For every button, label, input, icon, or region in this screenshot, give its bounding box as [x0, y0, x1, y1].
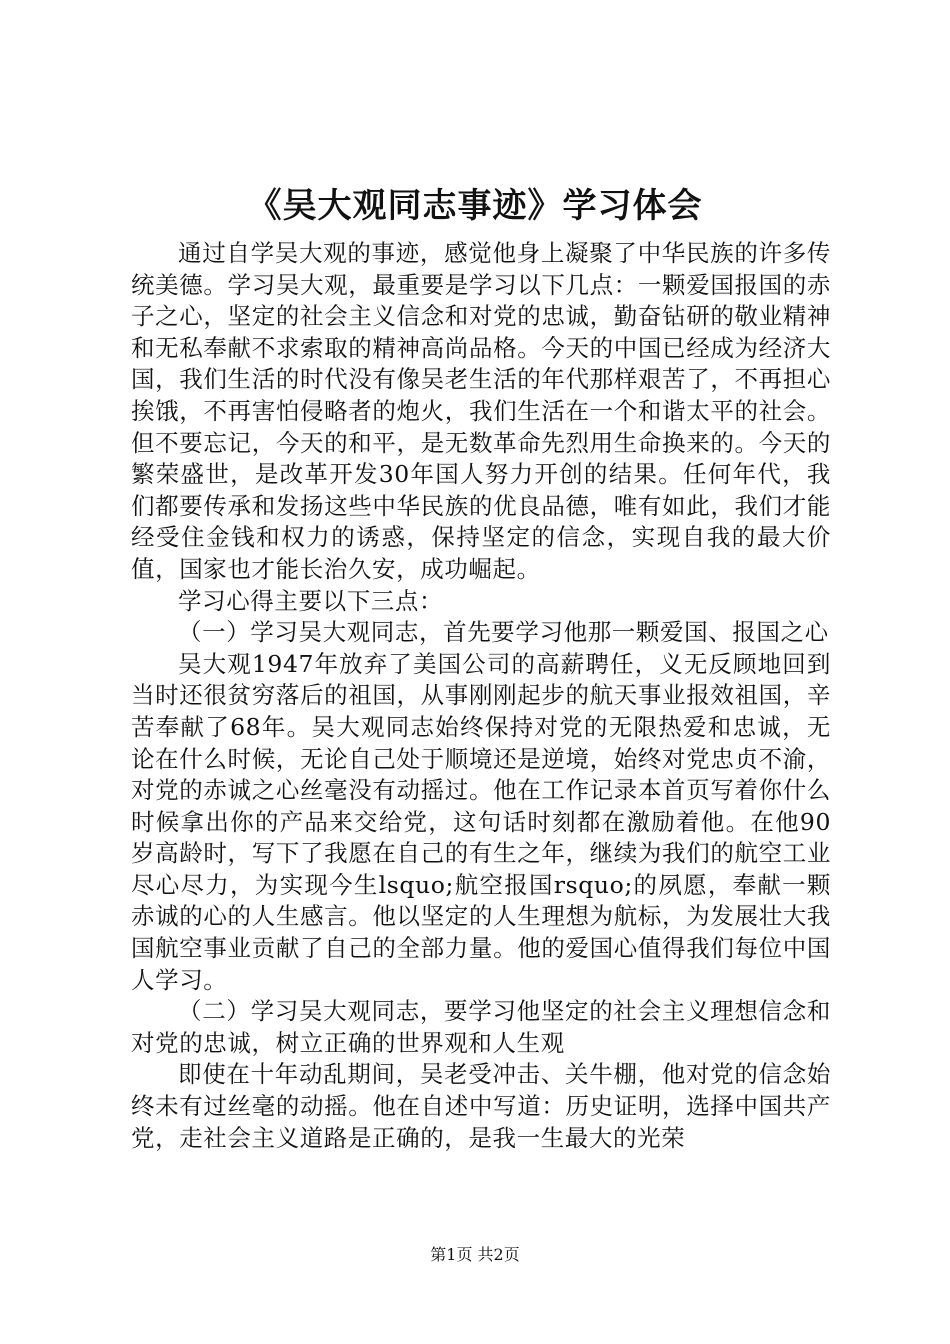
paragraph: 吴大观1947年放弃了美国公司的高薪聘任，义无反顾地回到当时还很贫穷落后的祖国，从事刚刚起步的航天事业报效祖国，辛苦奉献了68年。吴大观同志始终保持对党的无限热爱和忠诚，无论在什么时候，无论自己处于顺境还是逆境，始终对党忠贞不渝，对党的赤诚之心丝毫没有动摇过。他在工作记录本首页写着你什么时候拿出你的产品来交给党，这句话时刻都在激励着他。在他90岁高龄时，写下了我愿在自己的有生之年，继续为我们的航空工业尽心尽力，为实现今生lsquo;航空报国rsquo;的夙愿，奉献一颗赤诚的心的人生感言。他以坚定的人生理想为航标，为发展壮大我国航空事业贡献了自己的全部力量。他的爱国心值得我们每位中国人学习。 — [131, 649, 831, 994]
section-heading: （一）学习吴大观同志，首先要学习他那一颗爱国、报国之心 — [178, 618, 829, 647]
paragraph: 学习心得主要以下三点： — [178, 586, 444, 615]
document-title: 《吴大观同志事迹》学习体会 — [247, 186, 703, 226]
paragraph: 通过自学吴大观的事迹，感觉他身上凝聚了中华民族的许多传统美德。学习吴大观，最重要是学习以下几点：一颗爱国报国的赤子之心，坚定的社会主义信念和对党的忠诚，勤奋钻研的敬业精神和无私奉献不求索取的精神高尚品格。今天的中国已经成为经济大国，我们生活的时代没有像吴老生活的年代那样艰苦了，不再担心挨饿，不再害怕侵略者的炮火，我们生活在一个和谐太平的社会。但不要忘记，今天的和平，是无数革命先烈用生命换来的。今天的繁荣盛世，是改革开发30年国人努力开创的结果。任何年代，我们都要传承和发扬这些中华民族的优良品德，唯有如此，我们才能经受住金钱和权力的诱惑，保持坚定的信念，实现自我的最大价值，国家也才能长治久安，成功崛起。 — [131, 239, 831, 583]
document-body — [131, 238, 831, 1154]
page-footer: 第1页 共2页 — [430, 1245, 520, 1264]
paragraph: 即使在十年动乱期间，吴老受冲击、关牛棚，他对党的信念始终未有过丝毫的动摇。他在自述中写道：历史证明，选择中国共产党，走社会主义道路是正确的，是我一生最大的光荣 — [131, 1060, 831, 1152]
section-heading: （二）学习吴大观同志，要学习他坚定的社会主义理想信念和对党的忠诚，树立正确的世界观和人生观 — [131, 997, 831, 1057]
